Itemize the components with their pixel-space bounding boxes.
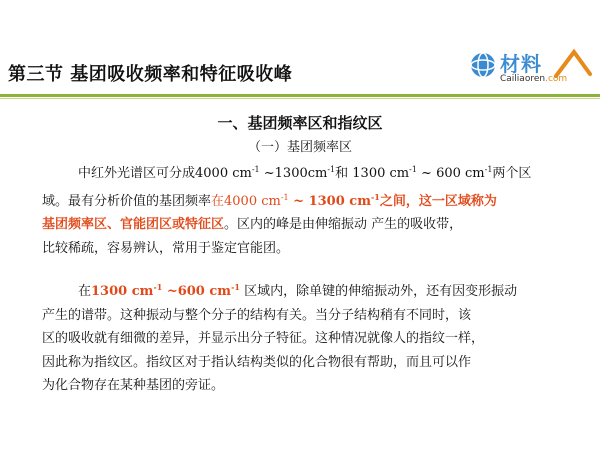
section-heading: 一、基团频率区和指纹区 — [217, 114, 383, 132]
globe-icon — [470, 52, 496, 78]
site-logo — [470, 48, 592, 92]
slide-title: 第三节 基团吸收频率和特征吸收峰 — [8, 64, 293, 85]
logo-text-cn: 材料 — [500, 52, 542, 76]
header-rule-thin — [0, 98, 600, 99]
paragraph-line: 区的吸收就有细微的差异，并显示出分子特征。这种情况就像人的指纹一样， — [42, 331, 485, 346]
paragraph-line: 中红外光谱区可分成4000 $cm^{-1}$ $\sim 1300cm^{-1}$和 1300 $cm^{-1}$ ~ 600 $cm^{-1}$两个区 — [78, 165, 532, 181]
header-rule — [0, 94, 600, 97]
subsection-heading: （一）基团频率区 — [247, 140, 352, 155]
logo-text-en: Cailiaoren.com — [500, 74, 568, 84]
paragraph-1 — [42, 158, 562, 260]
paragraph-line: 域。最有分析价值的基团频率在4000 $cm^{-1}$ ~ 1300 $cm^{-1}$之间，这一区域称为 — [42, 191, 497, 209]
paragraph-line: 基团频率区、官能团区或特征区。区内的峰是由伸缩振动 产生的吸收带， — [42, 217, 463, 232]
header-strip — [0, 0, 600, 44]
paragraph-line: 为化合物存在某种基团的旁证。 — [42, 378, 225, 393]
slide-header — [0, 0, 600, 108]
paragraph-line: 比较稀疏，容易辨认，常用于鉴定官能团。 — [42, 240, 290, 256]
paragraph-2 — [42, 276, 562, 398]
paragraph-line: 在1300 $cm^{-1}$ ~600 $cm^{-1}$ 区域内，除单键的伸缩振动外，还有因变形振动 — [78, 282, 518, 299]
paragraph-line: 产生的谱带。这种振动与整个分子的结构有关。当分子结构稍有不同时，该 — [42, 307, 472, 323]
paragraph-line: 因此称为指纹区。指纹区对于指认结构类似的化合物很有帮助，而且可以作 — [42, 354, 472, 370]
